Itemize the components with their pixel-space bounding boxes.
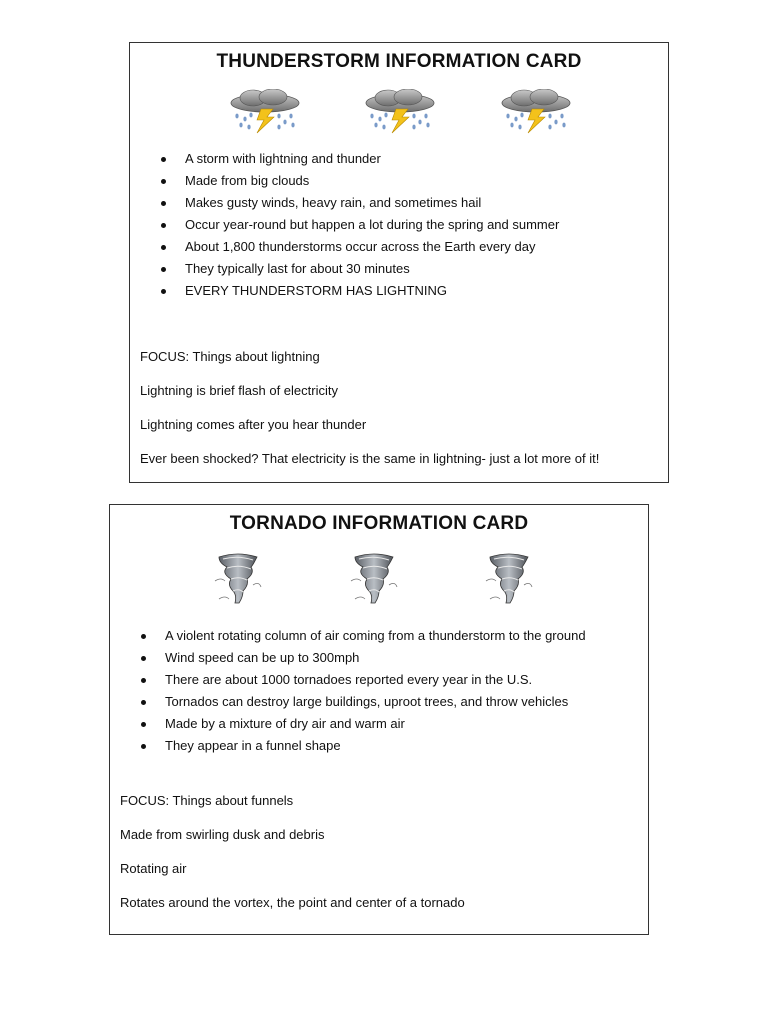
focus-line: Rotates around the vortex, the point and center of a tornado (120, 895, 465, 910)
list-item: They typically last for about 30 minutes (161, 258, 559, 280)
focus-line: Ever been shocked? That electricity is the same in lightning- just a lot more of it! (140, 451, 600, 466)
list-item: A violent rotating column of air coming from a thunderstorm to the ground (141, 625, 586, 647)
thunderstorm-icon-row (130, 89, 668, 149)
thunderstorm-focus-section (140, 349, 599, 485)
list-item: Occur year-round but happen a lot during the spring and summer (161, 214, 559, 236)
tornado-focus-section (120, 793, 465, 929)
list-item: There are about 1000 tornadoes reported every year in the U.S. (141, 669, 586, 691)
tornado-card-title: TORNADO INFORMATION CARD (229, 513, 529, 534)
storm-cloud-lightning-icon (227, 89, 303, 137)
focus-line: Made from swirling dusk and debris (120, 827, 325, 842)
focus-line: Lightning comes after you hear thunder (140, 417, 367, 432)
focus-line: Lightning is brief flash of electricity (140, 383, 338, 398)
list-item: Makes gusty winds, heavy rain, and sometimes hail (161, 192, 559, 214)
thunderstorm-info-card (129, 42, 669, 483)
list-item: A storm with lightning and thunder (161, 148, 559, 170)
focus-heading: FOCUS: Things about lightning (140, 349, 320, 364)
thunderstorm-card-title: THUNDERSTORM INFORMATION CARD (216, 51, 582, 72)
list-item: Tornados can destroy large buildings, uproot trees, and throw vehicles (141, 691, 586, 713)
tornado-icon-row (110, 551, 648, 611)
tornado-info-card (109, 504, 649, 935)
thunderstorm-fact-list (161, 148, 559, 302)
storm-cloud-lightning-icon (498, 89, 574, 137)
tornado-icon (349, 551, 399, 611)
storm-cloud-lightning-icon (362, 89, 438, 137)
list-item: Wind speed can be up to 300mph (141, 647, 586, 669)
list-item: EVERY THUNDERSTORM HAS LIGHTNING (161, 280, 559, 302)
list-item: Made from big clouds (161, 170, 559, 192)
tornado-fact-list (141, 625, 586, 757)
focus-heading: FOCUS: Things about funnels (120, 793, 294, 808)
tornado-icon (213, 551, 263, 611)
list-item: Made by a mixture of dry air and warm air (141, 713, 586, 735)
tornado-icon (484, 551, 534, 611)
list-item: About 1,800 thunderstorms occur across the Earth every day (161, 236, 559, 258)
focus-line: Rotating air (120, 861, 187, 876)
list-item: They appear in a funnel shape (141, 735, 586, 757)
